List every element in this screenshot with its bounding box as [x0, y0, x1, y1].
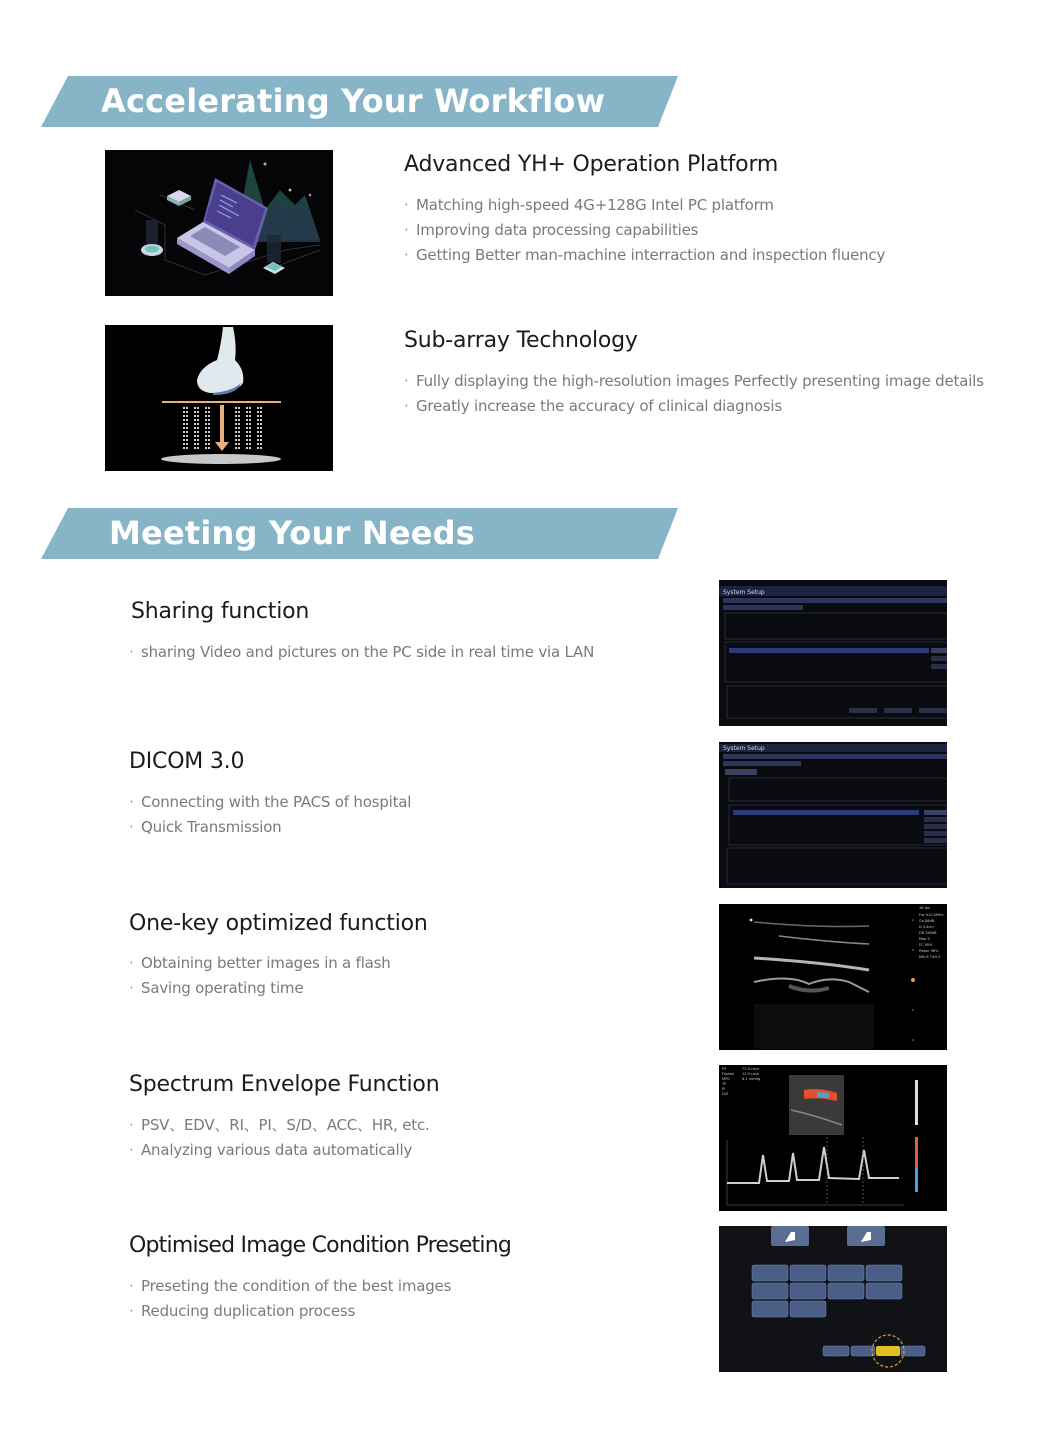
ultrasound-b-mode-image [719, 904, 947, 1050]
bullet-dot: · [129, 1302, 134, 1320]
bullet-item: · Analyzing various data automatically [129, 1138, 430, 1163]
remote-share-screenshot [719, 580, 947, 726]
bullet-item: · Matching high-speed 4G+128G Intel PC platform [404, 193, 885, 218]
svg-text:72.9 cm/s: 72.9 cm/s [742, 1067, 760, 1071]
isometric-laptop-illustration [105, 150, 333, 296]
feature-bullets [129, 951, 391, 1001]
feature-bullets [404, 193, 885, 268]
system-setup-dicom-screen [719, 742, 947, 888]
dicom-screenshot [719, 742, 947, 888]
bullet-dot: · [129, 1277, 134, 1295]
feature-bullets [129, 1274, 451, 1324]
feature-title: Advanced YH+ Operation Platform [404, 152, 779, 177]
svg-text:TP: TP [722, 1082, 727, 1086]
feature-bullets [404, 369, 984, 419]
section-banner-workflow [41, 76, 678, 127]
feature-title: DICOM 3.0 [129, 749, 245, 774]
doppler-spectrum-screenshot [719, 1065, 947, 1211]
svg-text:PI: PI [722, 1087, 726, 1091]
bullet-dot: · [129, 1141, 134, 1159]
svg-text:D 4.4cm: D 4.4cm [919, 925, 934, 929]
feature-title: Spectrum Envelope Function [129, 1072, 440, 1097]
svg-text:Power 98%: Power 98% [919, 949, 939, 953]
svg-text:PS: PS [722, 1067, 727, 1071]
bullet-item: · Preseting the condition of the best images [129, 1274, 451, 1299]
bullet-dot: · [404, 397, 409, 415]
bullet-item: · sharing Video and pictures on the PC side in real time via LAN [129, 640, 594, 665]
svg-text:Map 5: Map 5 [919, 937, 930, 941]
bullet-item: · Reducing duplication process [129, 1299, 451, 1324]
svg-text:DR 260dB: DR 260dB [919, 931, 937, 935]
bullet-item: · Quick Transmission [129, 815, 411, 840]
feature-title: Sharing function [131, 599, 310, 624]
bullet-item: · Fully displaying the high-resolution images Perfectly presenting image details [404, 369, 984, 394]
svg-text:System Setup: System Setup [723, 745, 765, 752]
feature-bullets [129, 1113, 430, 1163]
svg-text:MI0.8 TIs0.4: MI0.8 TIs0.4 [919, 955, 941, 959]
svg-text:D/S: D/S [722, 1092, 729, 1096]
bullet-item: · Getting Better man-machine interraction and inspection fluency [404, 243, 885, 268]
bullet-dot: · [404, 196, 409, 214]
feature-title: Sub-array Technology [404, 328, 638, 353]
bullet-item: · Saving operating time [129, 976, 391, 1001]
bullet-dot: · [404, 221, 409, 239]
svg-text:Diastol: Diastol [722, 1072, 735, 1076]
bullet-dot: · [129, 793, 134, 811]
bullet-dot: · [404, 246, 409, 264]
bullet-item: · Obtaining better images in a flash [129, 951, 391, 976]
ultrasound-probe-sub-array-diagram [105, 325, 333, 471]
svg-text:Gn 88dB: Gn 88dB [919, 919, 935, 923]
bullet-dot: · [404, 372, 409, 390]
section-title: Accelerating Your Workflow [101, 82, 606, 120]
b-mode-ultrasound-image [719, 904, 947, 1050]
bullet-item: · Greatly increase the accuracy of clinical diagnosis [404, 394, 984, 419]
svg-text:13.9 cm/s: 13.9 cm/s [742, 1072, 760, 1076]
section-banner-needs [41, 508, 678, 559]
preset-selection-screenshot [719, 1226, 947, 1372]
sub-array-image [105, 325, 333, 471]
bullet-item: · Improving data processing capabilities [404, 218, 885, 243]
svg-text:Frq H10.0MHz: Frq H10.0MHz [919, 913, 944, 917]
svg-text:MPG: MPG [722, 1077, 730, 1081]
svg-text:FC 90%: FC 90% [919, 943, 933, 947]
bullet-item: · PSV、EDV、RI、PI、S/D、ACC、HR, etc. [129, 1113, 430, 1138]
section-title: Meeting Your Needs [109, 514, 476, 552]
feature-title: One-key optimized function [129, 911, 428, 936]
svg-text:38 fps: 38 fps [919, 906, 930, 910]
bullet-dot: · [129, 1116, 134, 1134]
bullet-dot: · [129, 643, 134, 661]
bullet-dot: · [129, 818, 134, 836]
feature-bullets [129, 640, 594, 665]
feature-bullets [129, 790, 411, 840]
system-setup-remote-share-screen [719, 580, 947, 726]
bullet-dot: · [129, 954, 134, 972]
laptop-platform-image [105, 150, 333, 296]
probe-preset-selection-screen [719, 1226, 947, 1372]
bullet-dot: · [129, 979, 134, 997]
bullet-item: · Connecting with the PACS of hospital [129, 790, 411, 815]
svg-text:System Setup: System Setup [723, 589, 765, 596]
svg-text:8.1 mmHg: 8.1 mmHg [742, 1077, 761, 1081]
doppler-spectrum-image [719, 1065, 947, 1211]
feature-title: Optimised Image Condition Preseting [129, 1233, 512, 1258]
